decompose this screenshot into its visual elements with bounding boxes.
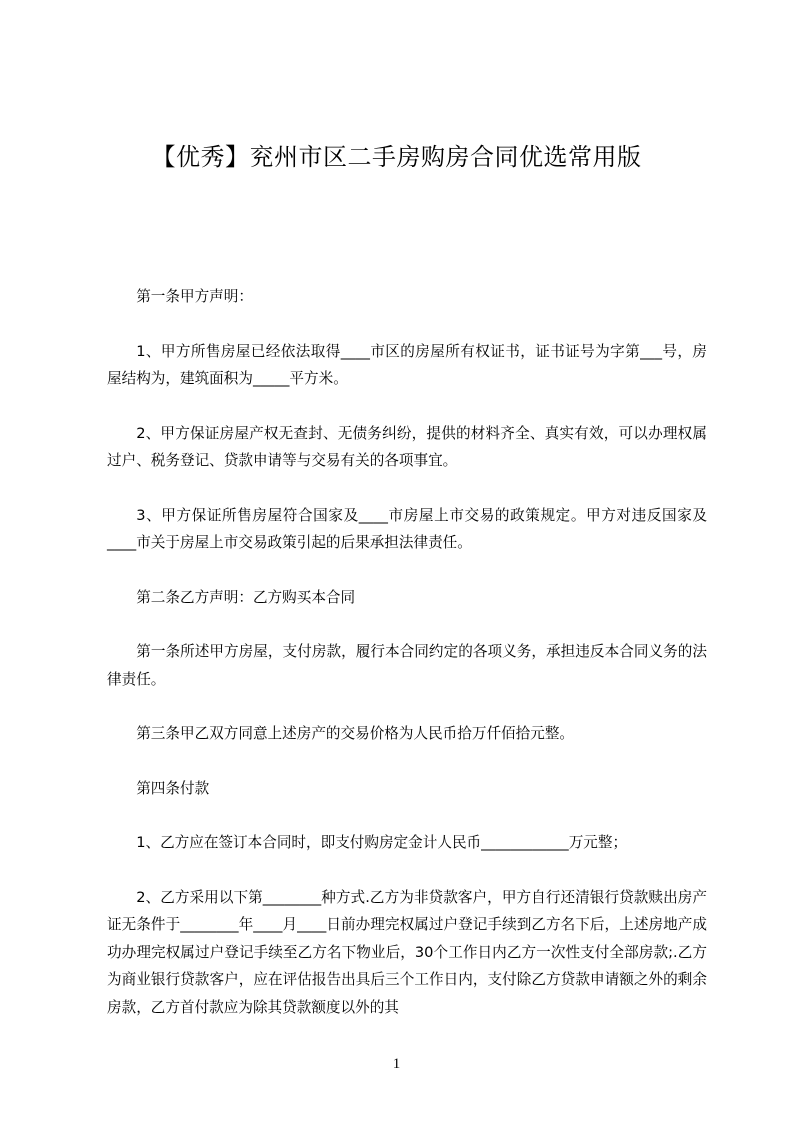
document-body	[107, 283, 707, 1047]
document-title: 【优秀】兖州市区二手房购房合同优选常用版	[151, 143, 642, 171]
paragraph-article-4-item-2: 2、乙方采用以下第________种方式.乙方为非贷款客户，甲方自行还清银行贷款赎出房产证无条件于________年____月____日前办理完权属过户登记手续到乙方名下后，上述房地产成功办理完权属过户登记手续至乙方名下物业后，30个工作日内乙方一次性支付全部房款;.乙方为商业银行贷款客户，应在评估报告出具后三个工作日内，支付除乙方贷款申请额之外的剩余房款，乙方首付款应为除其贷款额度以外的其	[107, 888, 707, 1016]
paragraph-article-1-item-1: 1、甲方所售房屋已经依法取得____市区的房屋所有权证书，证书证号为字第___号，房屋结构为，建筑面积为_____平方米。	[107, 342, 707, 387]
paragraph-article-3: 第三条甲乙双方同意上述房产的交易价格为人民币拾万仟佰拾元整。	[136, 725, 575, 742]
paragraph-article-1-item-2: 2、甲方保证房屋产权无查封、无债务纠纷，提供的材料齐全、真实有效，可以办理权属过户、税务登记、贷款申请等与交易有关的各项事宜。	[107, 424, 707, 469]
paragraph-article-1-heading: 第一条甲方声明：	[136, 288, 253, 305]
paragraph-article-4-item-1: 1、乙方应在签订本合同时，即支付购房定金计人民币____________万元整；	[136, 834, 628, 851]
paragraph-article-2-body: 第一条所述甲方房屋，支付房款，履行本合同约定的各项义务，承担违反本合同义务的法律责任。	[107, 643, 707, 688]
page-number: 1	[392, 1056, 401, 1072]
paragraph-article-2-heading: 第二条乙方声明：乙方购买本合同	[136, 588, 356, 606]
paragraph-article-4-heading: 第四条付款	[136, 779, 210, 797]
paragraph-article-1-item-3: 3、甲方保证所售房屋符合国家及____市房屋上市交易的政策规定。甲方对违反国家及____市关于房屋上市交易政策引起的后果承担法律责任。	[107, 506, 707, 551]
